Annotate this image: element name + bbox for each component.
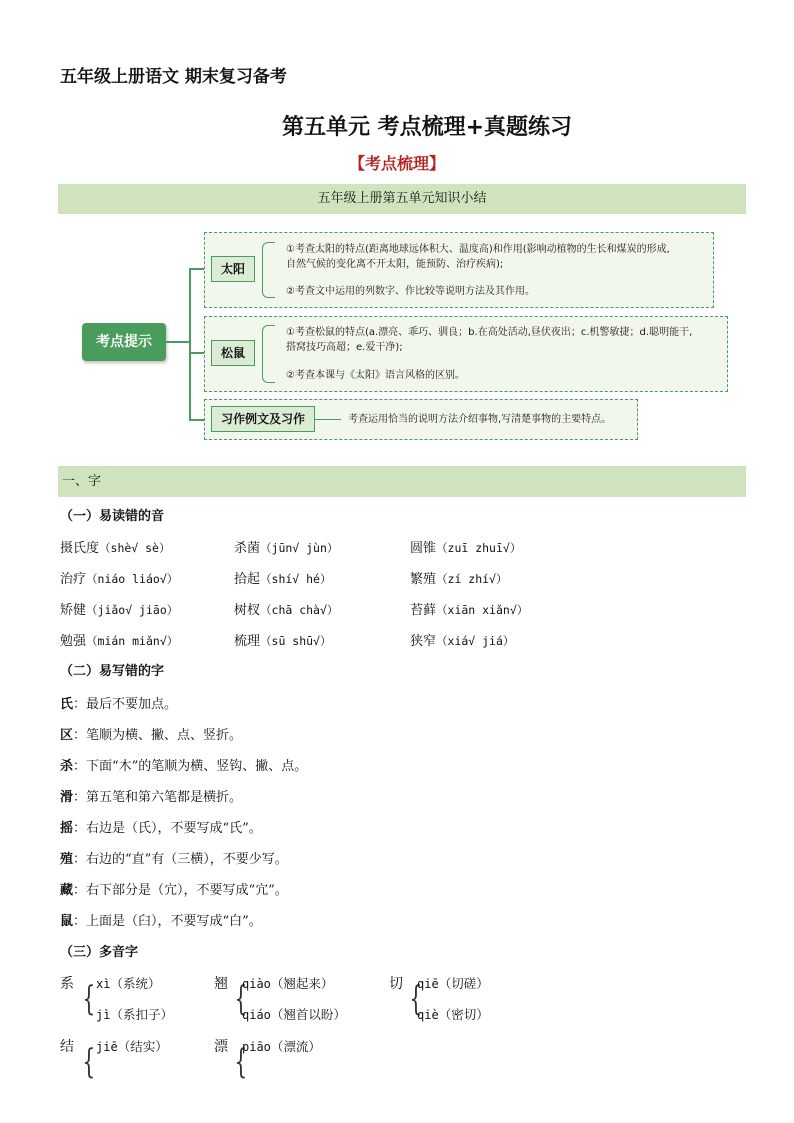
document-header-label: 五年级上册语文 期末复习备考 xyxy=(60,67,287,87)
example-word: （系统） xyxy=(110,976,161,991)
polyphone-reading-b xyxy=(96,1005,173,1023)
target-char: 区 xyxy=(60,728,74,743)
example-word: （翘起来） xyxy=(270,976,334,991)
target-char: 鼠 xyxy=(60,914,74,929)
word: 勉强 xyxy=(60,634,87,649)
subheading-pronunciation: （一）易读错的音 xyxy=(60,509,165,524)
polyphone-reading-a xyxy=(96,1037,168,1055)
pronunciation-item xyxy=(410,599,528,618)
writing-note xyxy=(60,879,288,898)
word: 树杈 xyxy=(234,603,261,618)
pronunciation-item xyxy=(60,630,178,649)
note-text: ：右边是（氏），不要写成“氏”。 xyxy=(73,821,262,836)
squirrel-point-2: ②考查本课与《太阳》语言风格的区别。 xyxy=(286,370,465,381)
note-text: ：右边的“直”有（三横），不要少写。 xyxy=(73,852,288,867)
writing-note xyxy=(60,910,262,929)
note-text: ：笔顺为横、撇、点、竖折。 xyxy=(73,728,243,743)
pronunciation-item xyxy=(234,599,338,618)
example-word: （切磋） xyxy=(438,976,489,991)
sun-point-2: ②考查文中运用的列数字、作比较等说明方法及其作用。 xyxy=(286,286,535,297)
pinyin: （xiān xiǎn√） xyxy=(436,603,529,617)
pronunciation-item xyxy=(60,568,178,587)
bracket-sun xyxy=(262,242,275,298)
connector-root-horizontal xyxy=(166,341,190,343)
pronunciation-item xyxy=(60,537,170,556)
polyphone-reading-b xyxy=(242,1005,346,1023)
pronunciation-item xyxy=(60,599,178,618)
writing-note xyxy=(60,724,242,743)
pinyin: （niáo liáo√） xyxy=(86,572,179,586)
squirrel-point-1a: ①考查松鼠的特点(a.漂亮、乖巧、驯良；b.在高处活动,昼伏夜出；c.机警敏捷；d.聪明能干, xyxy=(286,327,693,338)
polyphone-char: 系 xyxy=(60,976,74,992)
pinyin: piāo xyxy=(242,1040,271,1054)
pronunciation-item xyxy=(410,630,514,649)
word: 拾起 xyxy=(234,572,261,587)
pronunciation-item xyxy=(234,630,331,649)
pinyin: qiào xyxy=(242,977,271,991)
writing-note xyxy=(60,848,288,867)
word: 狭窄 xyxy=(410,634,437,649)
pinyin: qiē xyxy=(417,977,439,991)
pinyin: jì xyxy=(96,1008,111,1022)
page-title: 第五单元 考点梳理+真题练习 xyxy=(281,115,573,140)
brace-icon: { xyxy=(234,1042,248,1082)
squirrel-point-1b: 搭窝技巧高超；e.爱干净); xyxy=(286,342,403,353)
connector-vertical-trunk xyxy=(189,268,191,420)
section-tag: 【考点梳理】 xyxy=(348,154,445,173)
target-char: 殖 xyxy=(60,852,74,867)
brace-icon: { xyxy=(409,979,423,1019)
pronunciation-item xyxy=(410,568,507,587)
connector-writing-text xyxy=(315,419,341,420)
pinyin: （zí zhí√） xyxy=(436,572,508,586)
pinyin: （sū shū√） xyxy=(260,634,332,648)
word: 梳理 xyxy=(234,634,261,649)
example-word: （结实） xyxy=(117,1039,168,1054)
example-word: （系扣子） xyxy=(110,1007,173,1022)
word: 矫健 xyxy=(60,603,87,618)
target-char: 氏 xyxy=(60,697,74,712)
subheading-polyphones: （三）多音字 xyxy=(60,945,139,960)
word: 圆锥 xyxy=(410,541,437,556)
example-word: （翘首以盼） xyxy=(270,1007,346,1022)
writing-point: 考查运用恰当的说明方法介绍事物,写清楚事物的主要特点。 xyxy=(348,414,612,425)
target-char: 杀 xyxy=(60,759,74,774)
mindmap-node-sun: 太阳 xyxy=(211,256,255,282)
writing-note xyxy=(60,786,242,805)
pronunciation-item xyxy=(234,568,331,587)
sun-point-1b: 自然气候的变化离不开太阳，能预防、治疗疾病); xyxy=(286,259,504,270)
word: 杀菌 xyxy=(234,541,261,556)
pronunciation-item xyxy=(234,537,338,556)
example-word: （密切） xyxy=(438,1007,489,1022)
note-text: ：最后不要加点。 xyxy=(73,697,178,712)
polyphone-char: 翘 xyxy=(214,976,228,992)
pinyin: xì xyxy=(96,977,111,991)
word: 摄氏度 xyxy=(60,541,100,556)
polyphone-char: 结 xyxy=(60,1039,74,1055)
mindmap-root-node: 考点提示 xyxy=(82,323,166,361)
writing-note xyxy=(60,693,177,712)
polyphone-char: 切 xyxy=(389,976,403,992)
word: 治疗 xyxy=(60,572,87,587)
pinyin: jiē xyxy=(96,1040,118,1054)
writing-note xyxy=(60,755,307,774)
polyphone-reading-a xyxy=(96,974,160,992)
bracket-squirrel xyxy=(262,325,275,383)
brace-icon: { xyxy=(82,1042,96,1082)
mindmap-node-squirrel: 松鼠 xyxy=(211,340,255,366)
writing-note xyxy=(60,817,262,836)
word: 繁殖 xyxy=(410,572,437,587)
polyphone-reading-a xyxy=(242,1037,321,1055)
summary-banner: 五年级上册第五单元知识小结 xyxy=(58,184,746,214)
section-title-characters: 一、字 xyxy=(58,466,746,497)
subheading-writing: （二）易写错的字 xyxy=(60,664,165,679)
note-text: ：下面“木”的笔顺为横、竖钩、撇、点。 xyxy=(73,759,308,774)
pinyin: （shè√ sè） xyxy=(99,541,171,555)
note-text: ：右下部分是（宂），不要写成“宂”。 xyxy=(73,883,288,898)
note-text: ：上面是（臼），不要写成“白”。 xyxy=(73,914,262,929)
polyphone-reading-b xyxy=(417,1005,489,1023)
polyphone-char: 漂 xyxy=(214,1039,228,1055)
pinyin: （shí√ hé） xyxy=(260,572,332,586)
note-text: ：第五笔和第六笔都是横折。 xyxy=(73,790,243,805)
pinyin: （xiá√ jiá） xyxy=(436,634,515,648)
sun-point-1a: ①考查太阳的特点(距离地球远体积大、温度高)和作用(影响动植物的生长和煤炭的形成, xyxy=(286,244,670,255)
pinyin: （chā chà√） xyxy=(260,603,339,617)
brace-icon: { xyxy=(234,979,248,1019)
brace-icon: { xyxy=(82,979,96,1019)
target-char: 藏 xyxy=(60,883,74,898)
target-char: 摇 xyxy=(60,821,74,836)
pinyin: qiè xyxy=(417,1008,439,1022)
mindmap-node-writing: 习作例文及习作 xyxy=(211,406,315,432)
polyphone-reading-a xyxy=(417,974,489,992)
word: 苔藓 xyxy=(410,603,437,618)
pinyin: （mián miǎn√） xyxy=(86,634,179,648)
pronunciation-item xyxy=(410,537,521,556)
pinyin: qiáo xyxy=(242,1008,271,1022)
polyphone-reading-a xyxy=(242,974,333,992)
pinyin: （jiǎo√ jiāo） xyxy=(86,603,179,617)
example-word: （漂流） xyxy=(270,1039,321,1054)
pinyin: （zuī zhuī√） xyxy=(436,541,522,555)
target-char: 滑 xyxy=(60,790,74,805)
pinyin: （jūn√ jùn） xyxy=(260,541,339,555)
